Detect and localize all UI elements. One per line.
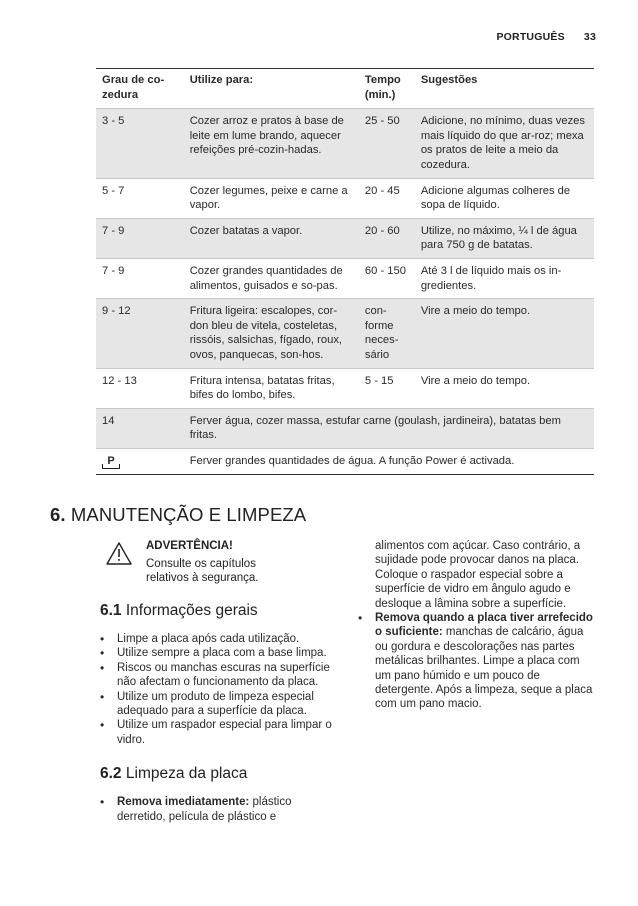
subsection-number: 6.2 [100, 765, 122, 783]
cell-use-for: Cozer batatas a vapor. [184, 218, 359, 258]
cell-heat-level: 7 - 9 [96, 218, 184, 258]
warning-title: ADVERTÊNCIA! [146, 540, 233, 552]
header-heat-level: Grau de co-zedura [96, 69, 184, 109]
warning-text: Consulte os capítulos relativos à segurança. [146, 558, 259, 585]
list-item: • Utilize um produto de limpeza especial adequado para a superfície da placa. [100, 690, 340, 719]
section-number: 6. [50, 504, 66, 525]
power-function-icon: P [102, 456, 120, 469]
table-row [96, 408, 594, 448]
list-item-continuation: alimentos com açúcar. Caso contrário, a sujidade pode provocar danos na placa. Coloque o raspador especial sobre a superfície de vidro em ângulo agudo e desloque a lâmina sobre a superfície. [375, 540, 581, 610]
cell-time: 20 - 60 [359, 218, 415, 258]
list-item: • Limpe a placa após cada utilização. [100, 632, 340, 646]
table-row [96, 218, 594, 258]
cell-use-for: Cozer legumes, peixe e carne a vapor. [184, 178, 359, 218]
list-item [358, 611, 598, 712]
cell-use-for: Fritura ligeira: escalopes, cor-don bleu de vitela, costeletas, rissóis, salsichas, fígado, roux, ovos, panquecas, son-hos. [184, 299, 359, 368]
warning-box [106, 540, 326, 590]
subsection-heading-cleaning [100, 765, 340, 783]
cell-use-for: Cozer arroz e pratos à base de leite em lume brando, aquecer refeições pré-cozin-hadas. [184, 109, 359, 178]
item-bold-lead: Remova quando a placa tiver arrefecido o suficiente: [375, 612, 593, 639]
cell-heat-level: 9 - 12 [96, 299, 184, 368]
table-row [96, 448, 594, 474]
cell-time: 60 - 150 [359, 258, 415, 298]
cell-use-for-wide: Ferver água, cozer massa, estufar carne (goulash, jardineira), batatas bem fritas. [184, 408, 594, 448]
table-row [96, 368, 594, 408]
section-title-text: MANUTENÇÃO E LIMPEZA [70, 504, 307, 525]
warning-triangle-icon [106, 542, 132, 565]
page-number: 33 [583, 31, 596, 43]
subsection-title: Informações gerais [125, 602, 258, 619]
cell-time: 20 - 45 [359, 178, 415, 218]
table-row [96, 109, 594, 178]
cell-hints: Vire a meio do tempo. [415, 299, 594, 368]
cell-heat-level: 5 - 7 [96, 178, 184, 218]
page-header [496, 31, 596, 43]
list-item: • Riscos ou manchas escuras na superfície não afectam o funcionamento da placa. [100, 661, 340, 690]
table-row [96, 299, 594, 368]
cleaning-list-part2 [358, 611, 598, 712]
cell-heat-level: 3 - 5 [96, 109, 184, 178]
cell-time: 25 - 50 [359, 109, 415, 178]
table-row [96, 258, 594, 298]
section-title [50, 504, 306, 526]
cell-use-for: Cozer grandes quantidades de alimentos, guisados e so-pas. [184, 258, 359, 298]
cell-time: 5 - 15 [359, 368, 415, 408]
header-use-for: Utilize para: [184, 69, 359, 109]
language-label: PORTUGUÊS [496, 31, 565, 43]
table-row [96, 178, 594, 218]
header-hints: Sugestões [415, 69, 594, 109]
cell-use-for: Fritura intensa, batatas fritas, bifes do lombo, bifes. [184, 368, 359, 408]
subsection-number: 6.1 [100, 602, 122, 619]
cooking-levels-table [96, 68, 594, 475]
list-item: • Utilize sempre a placa com a base limpa. [100, 646, 340, 660]
cell-hints: Utilize, no máximo, ¼ l de água para 750 g de batatas. [415, 218, 594, 258]
general-info-list [100, 632, 340, 747]
list-item: • Utilize um raspador especial para limpar o vidro. [100, 718, 340, 747]
right-column [358, 539, 598, 712]
header-time: Tempo (min.) [359, 69, 415, 109]
cell-heat-level: 12 - 13 [96, 368, 184, 408]
cell-power-symbol [96, 448, 184, 474]
cell-heat-level: 7 - 9 [96, 258, 184, 298]
item-text: manchas de calcário, água ou gordura e descolorações nas partes metálicas brilhantes. Limpe a placa com um pano húmido e um pouco de detergente. Após a limpeza, seque a placa com um pano macio. [375, 626, 593, 711]
cell-heat-level: 14 [96, 408, 184, 448]
list-item [100, 795, 340, 824]
item-text: plástico derretido, película de plástico e [117, 796, 292, 823]
subsection-title: Limpeza da placa [125, 765, 248, 783]
cleaning-list-part1 [100, 795, 340, 824]
item-bold-lead: Remova imediatamente: [117, 796, 250, 809]
cell-hints: Adicione algumas colheres de sopa de líquido. [415, 178, 594, 218]
cell-hints: Vire a meio do tempo. [415, 368, 594, 408]
cell-hints: Até 3 l de líquido mais os in-gredientes. [415, 258, 594, 298]
cell-time: con-forme neces-sário [359, 299, 415, 368]
cell-use-for-wide: Ferver grandes quantidades de água. A função Power é activada. [184, 448, 594, 474]
cell-hints: Adicione, no mínimo, duas vezes mais líquido do que ar-roz; mexa os pratos de leite a meio da cozedura. [415, 109, 594, 178]
subsection-heading-general [100, 602, 340, 620]
left-column [100, 602, 340, 824]
table-header-row [96, 69, 594, 109]
